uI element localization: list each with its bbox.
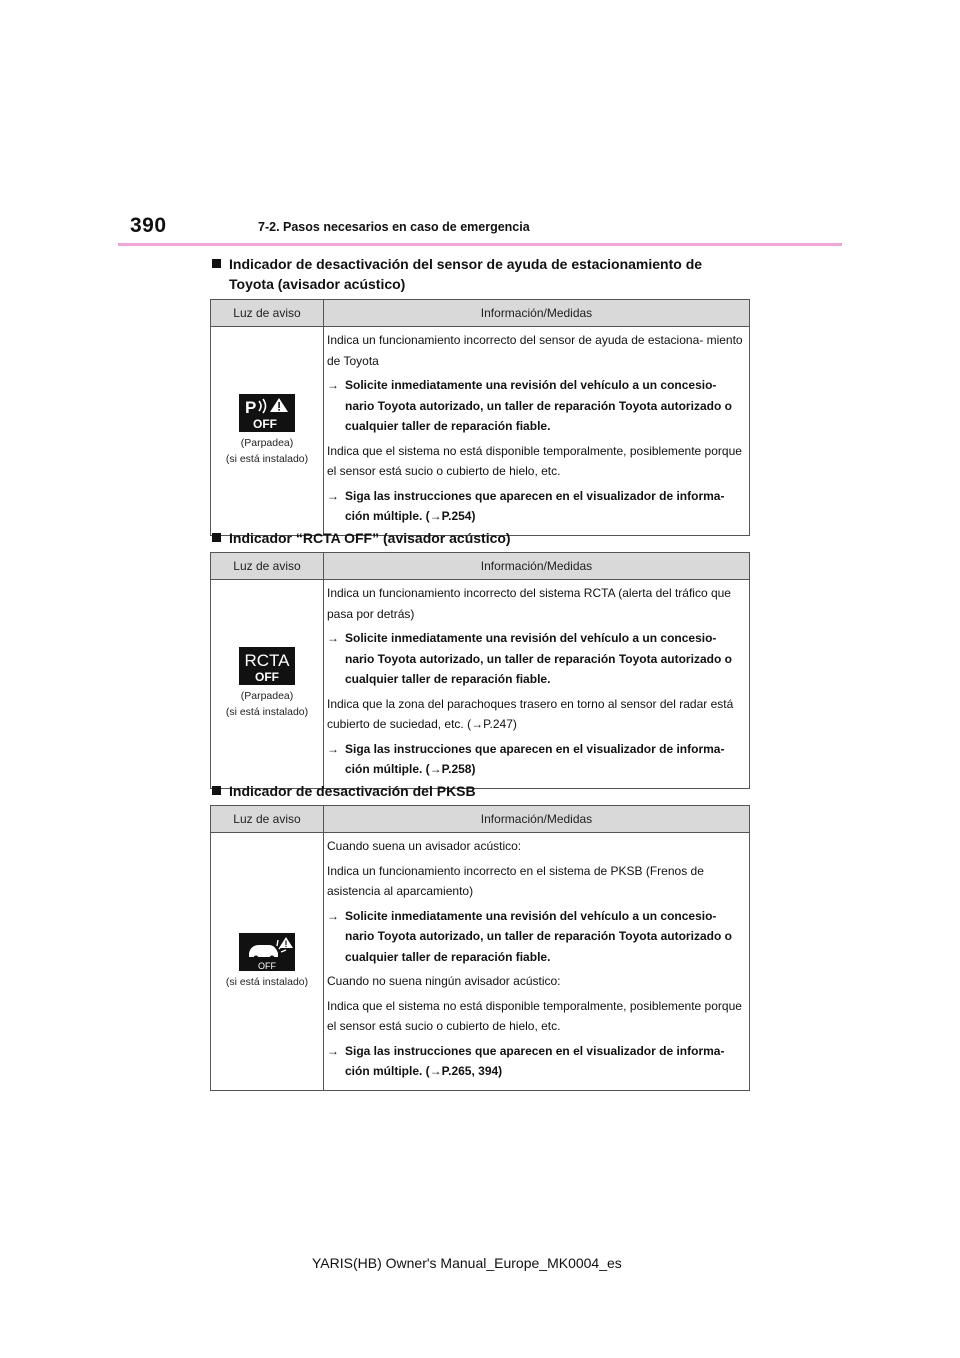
column-header-info: Información/Medidas xyxy=(324,300,750,327)
caption-flashing: (Parpadea) xyxy=(240,690,294,703)
caption-if-equipped: (si está instalado) xyxy=(225,453,309,466)
chapter-title: 7-2. Pasos necesarios en caso de emergencia xyxy=(258,220,530,234)
svg-text:RCTA: RCTA xyxy=(244,651,290,671)
warning-table-rcta xyxy=(210,552,750,789)
column-header-info: Información/Medidas xyxy=(324,553,750,580)
parking-sensor-off-icon xyxy=(239,394,295,432)
footer-manual-id: YARIS(HB) Owner's Manual_Europe_MK0004_es xyxy=(312,1255,622,1271)
svg-text:P: P xyxy=(245,398,257,418)
rcta-off-icon xyxy=(239,647,295,685)
bullet-square-icon xyxy=(212,786,221,795)
svg-text:OFF: OFF xyxy=(255,670,279,685)
section-heading-pksb xyxy=(212,781,749,801)
action-item: → Siga las instrucciones que aparecen en el visualizador de informa- ción múltiple. (→P.265, 394) xyxy=(327,1043,725,1078)
info-text: Cuando suena un avisador acústico: xyxy=(327,839,522,853)
caption-flashing: (Parpadea) xyxy=(240,437,294,450)
action-item: → Solicite inmediatamente una revisión del vehículo a un concesio- nario Toyota autorizado, un taller de reparación Toyota autorizado o cualquier taller de reparación fiable. xyxy=(327,631,732,686)
info-text: Indica que el sistema no está disponible temporalmente, posiblemente porque el sensor está sucio o cubierto de hielo, etc. xyxy=(327,443,742,478)
action-item: → Solicite inmediatamente una revisión del vehículo a un concesio- nario Toyota autorizado, un taller de reparación Toyota autorizado o cualquier taller de reparación fiable. xyxy=(327,378,732,433)
action-item: → Siga las instrucciones que aparecen en el visualizador de informa- ción múltiple. (→P.254) xyxy=(327,488,725,523)
section-title: Indicador de desactivación del PKSB xyxy=(229,783,476,799)
section-title: Indicador de desactivación del sensor de ayuda de estacionamiento de Toyota (avisador acústico) xyxy=(229,256,703,292)
info-text: Indica un funcionamiento incorrecto del sistema RCTA (alerta del tráfico que pasa por detrás) xyxy=(327,586,731,621)
info-text: Indica que el sistema no está disponible temporalmente, posiblemente porque el sensor está sucio o cubierto de hielo, etc. xyxy=(327,998,742,1033)
info-cell xyxy=(324,580,750,789)
pksb-off-icon xyxy=(239,933,295,971)
section-heading-rcta xyxy=(212,528,749,548)
warning-light-cell xyxy=(211,580,324,789)
caption-if-equipped: (si está instalado) xyxy=(225,706,309,719)
info-cell xyxy=(324,327,750,536)
bullet-square-icon xyxy=(212,533,221,542)
action-item: → Siga las instrucciones que aparecen en el visualizador de informa- ción múltiple. (→P.258) xyxy=(327,741,725,776)
header-divider xyxy=(118,243,842,246)
warning-table-pksb xyxy=(210,805,750,1091)
page-number: 390 xyxy=(130,214,167,237)
section-title: Indicador “RCTA OFF” (avisador acústico) xyxy=(229,530,511,546)
column-header-warning-light: Luz de aviso xyxy=(211,300,324,327)
column-header-warning-light: Luz de aviso xyxy=(211,553,324,580)
section-heading-parking-sensor xyxy=(212,254,749,294)
action-item: → Solicite inmediatamente una revisión del vehículo a un concesio- nario Toyota autorizado, un taller de reparación Toyota autorizado o cualquier taller de reparación fiable. xyxy=(327,908,732,964)
info-text: Indica que la zona del parachoques trasero en torno al sensor del radar está cubierto de suciedad, etc. (→P.247) xyxy=(327,696,734,731)
warning-table-parking-sensor xyxy=(210,299,750,536)
svg-text:OFF: OFF xyxy=(253,417,277,432)
warning-light-cell xyxy=(211,327,324,536)
warning-light-cell xyxy=(211,833,324,1091)
info-text: Cuando no suena ningún avisador acústico: xyxy=(327,974,561,988)
bullet-square-icon xyxy=(212,259,221,268)
column-header-warning-light: Luz de aviso xyxy=(211,806,324,833)
svg-text:OFF: OFF xyxy=(258,960,276,971)
column-header-info: Información/Medidas xyxy=(324,806,750,833)
caption-if-equipped: (si está instalado) xyxy=(225,975,309,988)
info-text: Indica un funcionamiento incorrecto en el sistema de PKSB (Frenos de asistencia al aparcamiento) xyxy=(327,863,704,898)
info-cell xyxy=(324,833,750,1091)
info-text: Indica un funcionamiento incorrecto del sensor de ayuda de estaciona- miento de Toyota xyxy=(327,333,743,368)
